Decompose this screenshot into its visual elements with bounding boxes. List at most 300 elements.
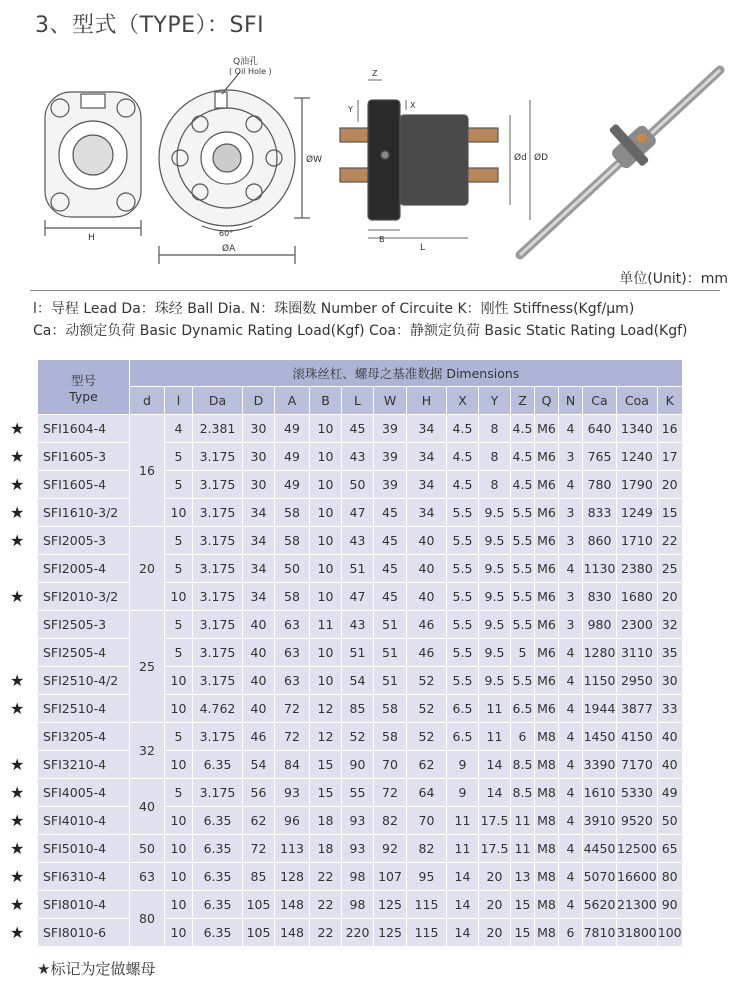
cell-l: 93 bbox=[342, 807, 374, 835]
cell-k: 15 bbox=[657, 499, 682, 527]
model-cell: SFI2005-3 bbox=[38, 527, 130, 555]
cell-n: 4 bbox=[559, 723, 583, 751]
cell-x: 9 bbox=[447, 751, 479, 779]
cell-z: 5.5 bbox=[511, 667, 535, 695]
cell-d: 46 bbox=[243, 723, 275, 751]
custom-nut-star-icon: ★ bbox=[10, 698, 25, 718]
cell-d: 34 bbox=[243, 583, 275, 611]
dim-X: X bbox=[410, 101, 416, 110]
cell-d: 56 bbox=[243, 779, 275, 807]
cell-coa: 2950 bbox=[617, 667, 658, 695]
column-header-ca: Ca bbox=[583, 387, 617, 415]
page-title: 3、型式（TYPE）：SFI bbox=[35, 13, 265, 38]
cell-ca: 1130 bbox=[583, 555, 617, 583]
cell-l: 45 bbox=[342, 415, 374, 443]
cell-k: 32 bbox=[657, 611, 682, 639]
cell-d: 34 bbox=[243, 527, 275, 555]
cell-a: 49 bbox=[275, 471, 310, 499]
cell-da: 3.175 bbox=[193, 471, 243, 499]
cell-z: 5.5 bbox=[511, 555, 535, 583]
cell-x: 5.5 bbox=[447, 611, 479, 639]
d-group-cell: 63 bbox=[130, 863, 165, 891]
cell-l: 10 bbox=[165, 751, 193, 779]
cell-y: 9.5 bbox=[479, 555, 511, 583]
table-row bbox=[38, 611, 683, 639]
cell-coa: 2300 bbox=[617, 611, 658, 639]
cell-l: 5 bbox=[165, 639, 193, 667]
dim-angle: 60° bbox=[219, 229, 234, 238]
cell-a: 50 bbox=[275, 555, 310, 583]
cell-l: 5 bbox=[165, 555, 193, 583]
cell-n: 3 bbox=[559, 583, 583, 611]
cell-w: 51 bbox=[374, 667, 407, 695]
column-header-w: W bbox=[374, 387, 407, 415]
cell-x: 11 bbox=[447, 807, 479, 835]
cell-coa: 4150 bbox=[617, 723, 658, 751]
cell-coa: 1710 bbox=[617, 527, 658, 555]
cell-z: 4.5 bbox=[511, 443, 535, 471]
cell-n: 4 bbox=[559, 779, 583, 807]
table-row bbox=[38, 527, 683, 555]
cell-k: 40 bbox=[657, 751, 682, 779]
cell-d: 30 bbox=[243, 471, 275, 499]
cell-h: 40 bbox=[407, 527, 447, 555]
cell-k: 17 bbox=[657, 443, 682, 471]
cell-w: 70 bbox=[374, 751, 407, 779]
cell-k: 16 bbox=[657, 415, 682, 443]
cell-d: 54 bbox=[243, 751, 275, 779]
cell-y: 11 bbox=[479, 723, 511, 751]
cell-l: 10 bbox=[165, 835, 193, 863]
cell-coa: 21300 bbox=[617, 891, 658, 919]
cell-b: 22 bbox=[310, 919, 342, 947]
cell-x: 11 bbox=[447, 835, 479, 863]
column-header-row bbox=[38, 387, 683, 415]
model-cell: SFI3210-4 bbox=[38, 751, 130, 779]
custom-nut-star-icon: ★ bbox=[10, 754, 25, 774]
cell-l: 54 bbox=[342, 667, 374, 695]
nut-technical-drawing bbox=[30, 50, 730, 275]
cell-coa: 1240 bbox=[617, 443, 658, 471]
cell-n: 4 bbox=[559, 891, 583, 919]
legend-line-2: Ca：动额定负荷 Basic Dynamic Rating Load(Kgf) Coa：静额定负荷 Basic Static Rating Load(Kgf) bbox=[33, 323, 688, 339]
cell-y: 9.5 bbox=[479, 667, 511, 695]
cell-n: 3 bbox=[559, 443, 583, 471]
column-header-b: B bbox=[310, 387, 342, 415]
cell-a: 58 bbox=[275, 527, 310, 555]
model-cell: SFI5010-4 bbox=[38, 835, 130, 863]
dim-A: ØA bbox=[222, 244, 236, 254]
cell-coa: 9520 bbox=[617, 807, 658, 835]
model-cell: SFI2510-4/2 bbox=[38, 667, 130, 695]
cell-b: 10 bbox=[310, 527, 342, 555]
cell-z: 5.5 bbox=[511, 583, 535, 611]
cell-d: 30 bbox=[243, 443, 275, 471]
cell-l: 5 bbox=[165, 723, 193, 751]
cell-h: 40 bbox=[407, 555, 447, 583]
d-group-cell: 32 bbox=[130, 723, 165, 779]
cell-coa: 5330 bbox=[617, 779, 658, 807]
cell-l: 98 bbox=[342, 863, 374, 891]
cell-b: 18 bbox=[310, 835, 342, 863]
cell-b: 10 bbox=[310, 639, 342, 667]
dim-B: B bbox=[379, 235, 385, 244]
cell-k: 25 bbox=[657, 555, 682, 583]
cell-k: 90 bbox=[657, 891, 682, 919]
cell-da: 3.175 bbox=[193, 583, 243, 611]
cell-da: 6.35 bbox=[193, 891, 243, 919]
cell-coa: 7170 bbox=[617, 751, 658, 779]
cell-k: 50 bbox=[657, 807, 682, 835]
table-row bbox=[38, 835, 683, 863]
cell-l: 47 bbox=[342, 499, 374, 527]
cell-n: 3 bbox=[559, 611, 583, 639]
cell-da: 3.175 bbox=[193, 639, 243, 667]
cell-b: 18 bbox=[310, 807, 342, 835]
cell-a: 63 bbox=[275, 611, 310, 639]
column-header-da: Da bbox=[193, 387, 243, 415]
cell-a: 93 bbox=[275, 779, 310, 807]
cell-b: 15 bbox=[310, 779, 342, 807]
model-cell: SFI8010-6 bbox=[38, 919, 130, 947]
cell-z: 15 bbox=[511, 919, 535, 947]
cell-w: 39 bbox=[374, 443, 407, 471]
cell-n: 4 bbox=[559, 863, 583, 891]
side-flange-view bbox=[45, 92, 141, 236]
cell-ca: 5620 bbox=[583, 891, 617, 919]
custom-nut-star-icon: ★ bbox=[10, 502, 25, 522]
table-row bbox=[38, 891, 683, 919]
cell-z: 13 bbox=[511, 863, 535, 891]
cell-z: 5 bbox=[511, 639, 535, 667]
cell-y: 17.5 bbox=[479, 835, 511, 863]
cell-z: 8.5 bbox=[511, 751, 535, 779]
cell-ca: 7810 bbox=[583, 919, 617, 947]
cell-ca: 1150 bbox=[583, 667, 617, 695]
column-header-n: N bbox=[559, 387, 583, 415]
oil-hole-label-en: ( Oil Hole ) bbox=[229, 67, 272, 76]
column-header-l: L bbox=[342, 387, 374, 415]
legend-line-1: l：导程 Lead Da：珠经 Ball Dia. N：珠圈数 Number of Circuite K：刚性 Stiffness(Kgf/μm) bbox=[33, 301, 635, 317]
cell-z: 8.5 bbox=[511, 779, 535, 807]
cell-l: 5 bbox=[165, 471, 193, 499]
cell-da: 3.175 bbox=[193, 611, 243, 639]
column-header-l: l bbox=[165, 387, 193, 415]
model-cell: SFI8010-4 bbox=[38, 891, 130, 919]
cell-x: 4.5 bbox=[447, 415, 479, 443]
cell-l: 10 bbox=[165, 807, 193, 835]
cell-a: 58 bbox=[275, 499, 310, 527]
cell-q: M6 bbox=[535, 667, 559, 695]
cell-q: M8 bbox=[535, 779, 559, 807]
cell-x: 4.5 bbox=[447, 471, 479, 499]
cell-x: 5.5 bbox=[447, 639, 479, 667]
cell-l: 50 bbox=[342, 471, 374, 499]
cell-ca: 3910 bbox=[583, 807, 617, 835]
cell-x: 5.5 bbox=[447, 583, 479, 611]
cell-k: 100 bbox=[657, 919, 682, 947]
cell-z: 6 bbox=[511, 723, 535, 751]
cell-h: 52 bbox=[407, 723, 447, 751]
cell-d: 62 bbox=[243, 807, 275, 835]
cell-w: 39 bbox=[374, 415, 407, 443]
cell-l: 52 bbox=[342, 723, 374, 751]
cell-w: 45 bbox=[374, 583, 407, 611]
cell-da: 3.175 bbox=[193, 723, 243, 751]
custom-nut-star-icon: ★ bbox=[10, 418, 25, 438]
model-cell: SFI1605-4 bbox=[38, 471, 130, 499]
cell-l: 93 bbox=[342, 835, 374, 863]
cell-k: 20 bbox=[657, 471, 682, 499]
cell-z: 4.5 bbox=[511, 471, 535, 499]
model-cell: SFI4010-4 bbox=[38, 807, 130, 835]
model-cell: SFI4005-4 bbox=[38, 779, 130, 807]
cell-w: 58 bbox=[374, 695, 407, 723]
cell-k: 65 bbox=[657, 835, 682, 863]
cell-k: 22 bbox=[657, 527, 682, 555]
cell-a: 148 bbox=[275, 919, 310, 947]
cell-coa: 3877 bbox=[617, 695, 658, 723]
custom-nut-star-icon: ★ bbox=[10, 586, 25, 606]
cell-x: 5.5 bbox=[447, 527, 479, 555]
cell-l: 10 bbox=[165, 583, 193, 611]
cell-w: 125 bbox=[374, 919, 407, 947]
cell-b: 10 bbox=[310, 471, 342, 499]
cell-w: 51 bbox=[374, 639, 407, 667]
cell-h: 52 bbox=[407, 667, 447, 695]
column-header-x: X bbox=[447, 387, 479, 415]
cell-coa: 2380 bbox=[617, 555, 658, 583]
cell-l: 51 bbox=[342, 555, 374, 583]
cell-da: 6.35 bbox=[193, 835, 243, 863]
cell-b: 10 bbox=[310, 443, 342, 471]
column-header-a: A bbox=[275, 387, 310, 415]
cell-a: 128 bbox=[275, 863, 310, 891]
cell-h: 46 bbox=[407, 639, 447, 667]
cell-x: 14 bbox=[447, 891, 479, 919]
custom-nut-star-icon: ★ bbox=[10, 530, 25, 550]
cell-a: 49 bbox=[275, 415, 310, 443]
cell-x: 6.5 bbox=[447, 723, 479, 751]
cell-l: 85 bbox=[342, 695, 374, 723]
model-cell: SFI6310-4 bbox=[38, 863, 130, 891]
cell-h: 115 bbox=[407, 919, 447, 947]
cell-y: 11 bbox=[479, 695, 511, 723]
cell-l: 10 bbox=[165, 919, 193, 947]
cell-k: 35 bbox=[657, 639, 682, 667]
cell-q: M8 bbox=[535, 751, 559, 779]
cell-w: 51 bbox=[374, 611, 407, 639]
side-section-view bbox=[340, 80, 530, 238]
cell-q: M6 bbox=[535, 639, 559, 667]
cell-n: 4 bbox=[559, 639, 583, 667]
cell-h: 34 bbox=[407, 499, 447, 527]
dim-Z: Z bbox=[372, 69, 378, 78]
cell-w: 58 bbox=[374, 723, 407, 751]
cell-a: 63 bbox=[275, 639, 310, 667]
cell-ca: 980 bbox=[583, 611, 617, 639]
model-cell: SFI2005-4 bbox=[38, 555, 130, 583]
cell-d: 34 bbox=[243, 555, 275, 583]
model-header-en: Type bbox=[69, 388, 98, 404]
cell-n: 4 bbox=[559, 667, 583, 695]
cell-z: 4.5 bbox=[511, 415, 535, 443]
cell-y: 8 bbox=[479, 471, 511, 499]
cell-l: 5 bbox=[165, 779, 193, 807]
cell-x: 14 bbox=[447, 863, 479, 891]
model-cell: SFI3205-4 bbox=[38, 723, 130, 751]
cell-coa: 3110 bbox=[617, 639, 658, 667]
cell-coa: 1249 bbox=[617, 499, 658, 527]
cell-a: 72 bbox=[275, 695, 310, 723]
cell-b: 10 bbox=[310, 499, 342, 527]
cell-d: 40 bbox=[243, 667, 275, 695]
cell-ca: 860 bbox=[583, 527, 617, 555]
cell-ca: 1280 bbox=[583, 639, 617, 667]
cell-l: 98 bbox=[342, 891, 374, 919]
custom-nut-star-icon: ★ bbox=[10, 894, 25, 914]
cell-l: 220 bbox=[342, 919, 374, 947]
cell-da: 3.175 bbox=[193, 443, 243, 471]
cell-q: M6 bbox=[535, 695, 559, 723]
custom-nut-star-icon: ★ bbox=[10, 838, 25, 858]
cell-ca: 3390 bbox=[583, 751, 617, 779]
table-body bbox=[38, 415, 683, 947]
cell-l: 51 bbox=[342, 639, 374, 667]
cell-q: M8 bbox=[535, 723, 559, 751]
cell-n: 4 bbox=[559, 695, 583, 723]
dim-W: ØW bbox=[306, 155, 322, 165]
cell-q: M6 bbox=[535, 415, 559, 443]
cell-coa: 1680 bbox=[617, 583, 658, 611]
cell-a: 63 bbox=[275, 667, 310, 695]
cell-l: 5 bbox=[165, 527, 193, 555]
cell-b: 10 bbox=[310, 583, 342, 611]
cell-a: 58 bbox=[275, 583, 310, 611]
column-header-d: D bbox=[243, 387, 275, 415]
cell-k: 80 bbox=[657, 863, 682, 891]
footnote: ★标记为定做螺母 bbox=[37, 960, 156, 978]
cell-l: 10 bbox=[165, 695, 193, 723]
cell-z: 5.5 bbox=[511, 527, 535, 555]
custom-nut-star-icon: ★ bbox=[10, 810, 25, 830]
model-cell: SFI2505-3 bbox=[38, 611, 130, 639]
cell-x: 6.5 bbox=[447, 695, 479, 723]
cell-b: 11 bbox=[310, 611, 342, 639]
cell-q: M8 bbox=[535, 919, 559, 947]
cell-h: 70 bbox=[407, 807, 447, 835]
cell-y: 20 bbox=[479, 919, 511, 947]
cell-k: 33 bbox=[657, 695, 682, 723]
cell-ca: 1944 bbox=[583, 695, 617, 723]
cell-k: 30 bbox=[657, 667, 682, 695]
cell-n: 4 bbox=[559, 807, 583, 835]
model-cell: SFI1604-4 bbox=[38, 415, 130, 443]
oil-hole-label-cn: Q油孔 bbox=[233, 57, 259, 67]
cell-da: 6.35 bbox=[193, 919, 243, 947]
column-header-k: K bbox=[657, 387, 682, 415]
cell-x: 5.5 bbox=[447, 667, 479, 695]
cell-l: 10 bbox=[165, 863, 193, 891]
cell-z: 5.5 bbox=[511, 499, 535, 527]
cell-b: 22 bbox=[310, 863, 342, 891]
cell-h: 95 bbox=[407, 863, 447, 891]
cell-ca: 1450 bbox=[583, 723, 617, 751]
cell-l: 43 bbox=[342, 527, 374, 555]
cell-h: 34 bbox=[407, 471, 447, 499]
cell-w: 72 bbox=[374, 779, 407, 807]
d-group-cell: 20 bbox=[130, 527, 165, 611]
specification-table bbox=[37, 359, 683, 947]
cell-l: 10 bbox=[165, 667, 193, 695]
cell-ca: 780 bbox=[583, 471, 617, 499]
d-group-cell: 40 bbox=[130, 779, 165, 835]
cell-h: 64 bbox=[407, 779, 447, 807]
cell-coa: 12500 bbox=[617, 835, 658, 863]
cell-l: 10 bbox=[165, 499, 193, 527]
cell-w: 45 bbox=[374, 499, 407, 527]
cell-n: 4 bbox=[559, 471, 583, 499]
cell-b: 12 bbox=[310, 723, 342, 751]
cell-y: 14 bbox=[479, 779, 511, 807]
cell-q: M6 bbox=[535, 583, 559, 611]
custom-nut-star-icon: ★ bbox=[10, 922, 25, 942]
cell-b: 15 bbox=[310, 751, 342, 779]
unit-label: 单位(Unit)：mm bbox=[619, 271, 728, 287]
dim-D: ØD bbox=[534, 153, 549, 163]
custom-nut-star-icon: ★ bbox=[10, 670, 25, 690]
cell-l: 43 bbox=[342, 611, 374, 639]
cell-n: 4 bbox=[559, 415, 583, 443]
model-cell: SFI2010-3/2 bbox=[38, 583, 130, 611]
cell-l: 43 bbox=[342, 443, 374, 471]
cell-n: 4 bbox=[559, 555, 583, 583]
d-group-cell: 25 bbox=[130, 611, 165, 723]
custom-nut-star-icon: ★ bbox=[10, 866, 25, 886]
cell-n: 3 bbox=[559, 499, 583, 527]
cell-d: 40 bbox=[243, 695, 275, 723]
cell-da: 6.35 bbox=[193, 807, 243, 835]
column-header-coa: Coa bbox=[617, 387, 658, 415]
cell-y: 20 bbox=[479, 863, 511, 891]
cell-d: 105 bbox=[243, 891, 275, 919]
cell-w: 107 bbox=[374, 863, 407, 891]
cell-x: 4.5 bbox=[447, 443, 479, 471]
table-row bbox=[38, 723, 683, 751]
cell-z: 11 bbox=[511, 835, 535, 863]
column-header-z: Z bbox=[511, 387, 535, 415]
cell-da: 6.35 bbox=[193, 863, 243, 891]
column-header-h: H bbox=[407, 387, 447, 415]
cell-y: 9.5 bbox=[479, 583, 511, 611]
cell-d: 105 bbox=[243, 919, 275, 947]
cell-w: 125 bbox=[374, 891, 407, 919]
cell-q: M8 bbox=[535, 807, 559, 835]
cell-a: 148 bbox=[275, 891, 310, 919]
cell-l: 10 bbox=[165, 891, 193, 919]
cell-z: 5.5 bbox=[511, 611, 535, 639]
table-row bbox=[38, 415, 683, 443]
cell-d: 40 bbox=[243, 639, 275, 667]
cell-q: M8 bbox=[535, 891, 559, 919]
cell-w: 45 bbox=[374, 555, 407, 583]
custom-nut-star-icon: ★ bbox=[10, 782, 25, 802]
cell-w: 45 bbox=[374, 527, 407, 555]
cell-w: 92 bbox=[374, 835, 407, 863]
cell-d: 85 bbox=[243, 863, 275, 891]
cell-coa: 16600 bbox=[617, 863, 658, 891]
cell-h: 115 bbox=[407, 891, 447, 919]
